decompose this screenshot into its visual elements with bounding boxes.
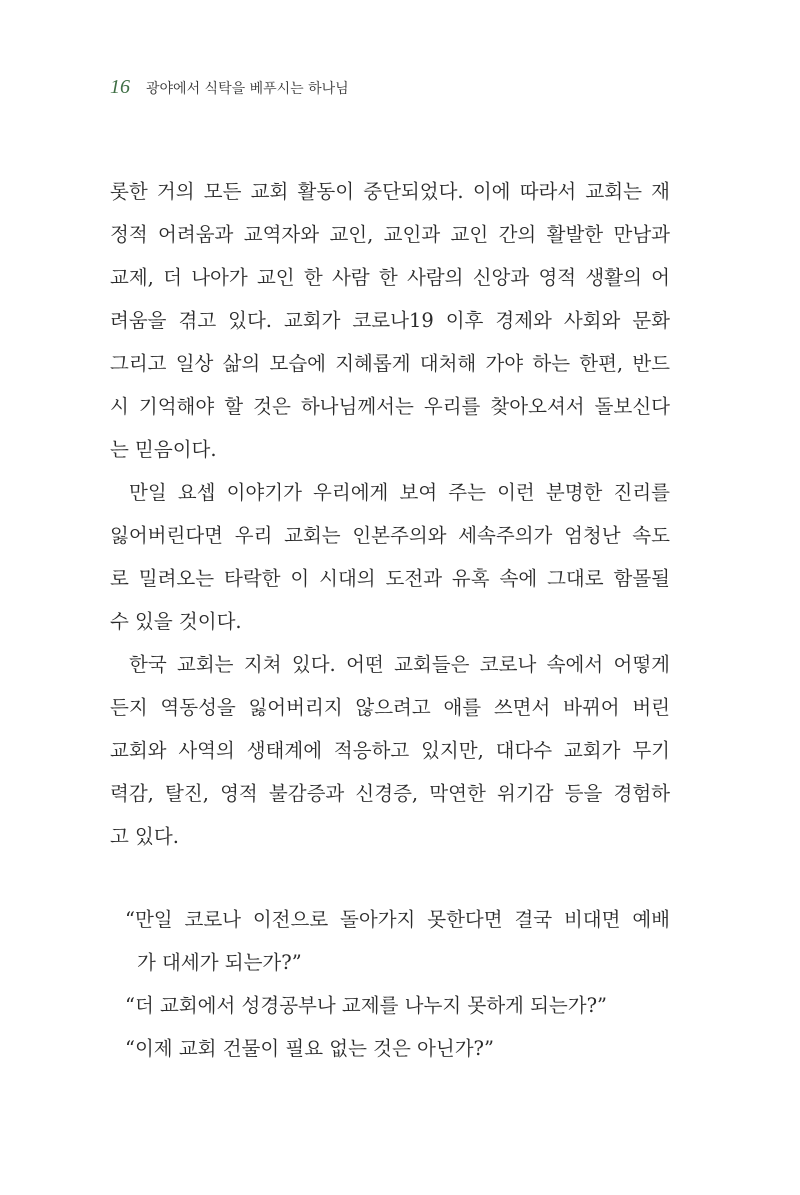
quote-block bbox=[125, 898, 670, 1070]
quote bbox=[125, 984, 670, 1027]
text-line: 수 있을 것이다. bbox=[110, 610, 242, 633]
text-line: 고 있다. bbox=[110, 825, 179, 848]
text-line: 는 믿음이다. bbox=[110, 438, 217, 461]
quote bbox=[125, 1027, 670, 1070]
quote-line: 가 대세가 되는가?” bbox=[137, 951, 302, 974]
quote-line: “이제 교회 건물이 필요 없는 것은 아닌가?” bbox=[125, 1037, 494, 1060]
page-number: 16 bbox=[110, 76, 130, 98]
book-title: 광야에서 식탁을 베푸시는 하나님 bbox=[146, 81, 349, 97]
quote-line: “더 교회에서 성경공부나 교제를 나누지 못하게 되는가?” bbox=[125, 994, 607, 1017]
body-text bbox=[110, 170, 670, 858]
running-head bbox=[110, 76, 349, 104]
text-line: 로 밀려오는 타락한 이 시대의 도전과 유혹 속에 그대로 함몰될 bbox=[110, 567, 670, 590]
quote bbox=[125, 898, 670, 984]
text-line: 교제, 더 나아가 교인 한 사람 한 사람의 신앙과 영적 생활의 어 bbox=[110, 266, 670, 289]
text-line: 잃어버린다면 우리 교회는 인본주의와 세속주의가 엄청난 속도 bbox=[110, 524, 670, 547]
text-line: 정적 어려움과 교역자와 교인, 교인과 교인 간의 활발한 만남과 bbox=[110, 223, 670, 246]
text-line: 만일 요셉 이야기가 우리에게 보여 주는 이런 분명한 진리를 bbox=[129, 481, 670, 504]
text-line: 려움을 겪고 있다. 교회가 코로나19 이후 경제와 사회와 문화 bbox=[110, 309, 670, 332]
text-line: 교회와 사역의 생태계에 적응하고 있지만, 대다수 교회가 무기 bbox=[110, 739, 670, 762]
paragraph bbox=[110, 643, 670, 858]
text-line: 한국 교회는 지쳐 있다. 어떤 교회들은 코로나 속에서 어떻게 bbox=[129, 653, 670, 676]
paragraph bbox=[110, 471, 670, 643]
text-line: 시 기억해야 할 것은 하나님께서는 우리를 찾아오셔서 돌보신다 bbox=[110, 395, 670, 418]
quote-line: “만일 코로나 이전으로 돌아가지 못한다면 결국 비대면 예배 bbox=[125, 908, 670, 931]
paragraph bbox=[110, 170, 670, 471]
text-line: 든지 역동성을 잃어버리지 않으려고 애를 쓰면서 바뀌어 버린 bbox=[110, 696, 670, 719]
text-line: 력감, 탈진, 영적 불감증과 신경증, 막연한 위기감 등을 경험하 bbox=[110, 782, 670, 805]
text-line: 롯한 거의 모든 교회 활동이 중단되었다. 이에 따라서 교회는 재 bbox=[110, 180, 670, 203]
text-line: 그리고 일상 삶의 모습에 지혜롭게 대처해 가야 하는 한편, 반드 bbox=[110, 352, 670, 375]
